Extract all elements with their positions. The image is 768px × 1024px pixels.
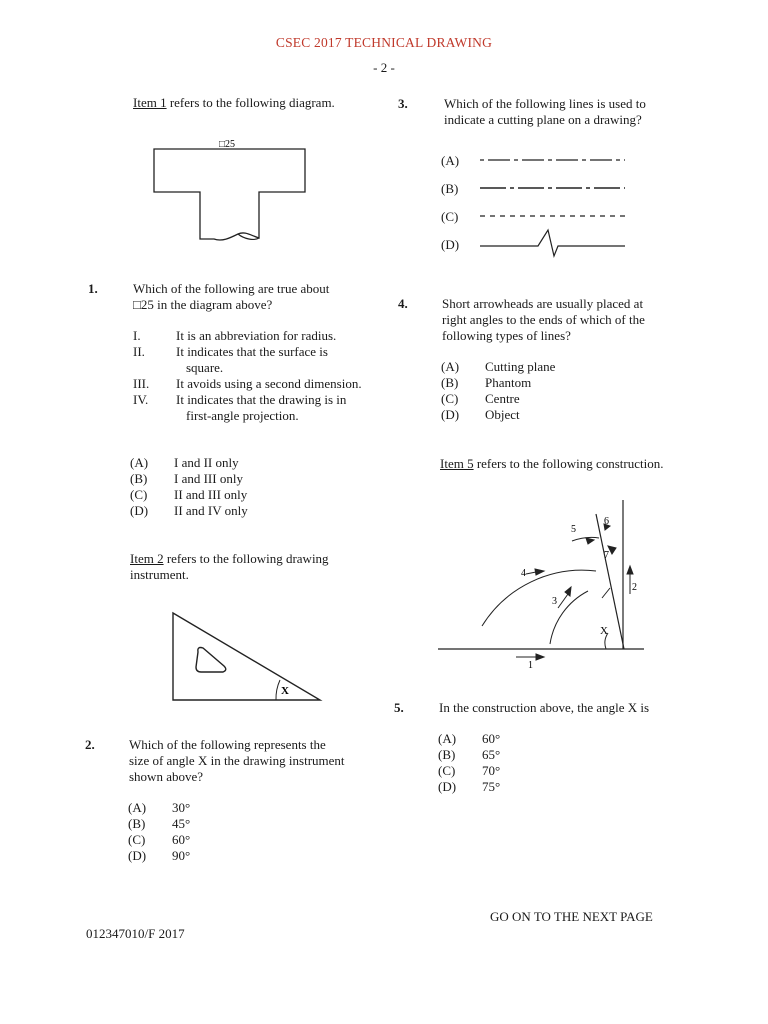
item2-link: Item 2 (130, 551, 164, 566)
q1-option-c[interactable] (130, 487, 248, 503)
q5-option-c[interactable] (438, 763, 500, 779)
label-5: 5 (571, 524, 576, 535)
item5-reference (440, 456, 663, 472)
item2-reference (130, 551, 329, 583)
item5-ref-text: refers to the following construction. (473, 456, 664, 471)
item5-construction-diagram (436, 496, 648, 674)
option-letter: (A) (128, 800, 147, 815)
option-text: Object (485, 407, 520, 422)
item1-t-shape-diagram (150, 135, 310, 247)
statement-text: It indicates that the drawing is in (176, 392, 347, 407)
construction-arrows (516, 524, 633, 660)
q4-stem-line: following types of lines? (442, 328, 571, 343)
line-type-d (478, 226, 628, 260)
option-letter: (A) (130, 455, 149, 470)
q1-options (130, 455, 248, 519)
q2-options (128, 800, 190, 864)
q1-statement (133, 328, 383, 344)
option-text: 90° (172, 848, 191, 863)
q2-option-b[interactable] (128, 816, 190, 832)
q2-stem (129, 737, 379, 785)
statement-text: It avoids using a second dimension. (176, 376, 362, 391)
q3-option-d[interactable] (441, 237, 459, 253)
q3-option-a[interactable] (441, 153, 459, 169)
option-letter: (D) (130, 503, 149, 518)
option-letter: (B) (441, 181, 459, 196)
option-text: 45° (172, 816, 191, 831)
item5-link: Item 5 (440, 456, 474, 471)
option-text: I and III only (174, 471, 243, 486)
t-shape-outline (154, 149, 305, 240)
label-3: 3 (552, 596, 557, 607)
option-text: 60° (172, 832, 191, 847)
q1-number: 1. (88, 281, 98, 296)
option-letter: (C) (130, 487, 148, 502)
option-letter: (B) (441, 375, 459, 390)
q4-option-b[interactable] (441, 375, 555, 391)
large-arc (482, 570, 596, 626)
option-text: 30° (172, 800, 191, 815)
q2-stem-line: size of angle X in the drawing instrument (129, 753, 345, 768)
statement-text: It indicates that the surface is (176, 344, 328, 359)
q5-option-b[interactable] (438, 747, 500, 763)
q5-stem: In the construction above, the angle X is (439, 700, 650, 715)
item2-ref-text-line2: instrument. (130, 567, 189, 582)
statement-text: square. (186, 360, 224, 375)
option-text: 75° (482, 779, 501, 794)
statement-text: It is an abbreviation for radius. (176, 328, 337, 343)
page-number: - 2 - (373, 60, 395, 75)
q4-option-d[interactable] (441, 407, 555, 423)
line-type-b (478, 182, 628, 194)
q3-number: 3. (398, 96, 408, 111)
option-letter: (C) (441, 391, 459, 406)
q2-option-c[interactable] (128, 832, 190, 848)
option-letter: (C) (441, 209, 459, 224)
q4-option-a[interactable] (441, 359, 555, 375)
item1-dimension-label: □25 (219, 139, 236, 150)
label-1: 1 (528, 660, 533, 671)
option-letter: (A) (438, 731, 457, 746)
option-letter: (B) (438, 747, 456, 762)
statement-text: first-angle projection. (186, 408, 299, 423)
label-6: 6 (604, 516, 609, 527)
q1-statement (133, 344, 383, 376)
q5-options (438, 731, 500, 795)
paper-code: 012347010/F 2017 (86, 926, 185, 941)
q3-option-c[interactable] (441, 209, 458, 225)
option-letter: (B) (128, 816, 146, 831)
option-letter: (A) (441, 153, 460, 168)
q4-option-c[interactable] (441, 391, 555, 407)
q2-option-a[interactable] (128, 800, 190, 816)
q3-stem-line: Which of the following lines is used to (444, 96, 646, 111)
q1-stem-line: □25 in the diagram above? (133, 297, 273, 312)
item1-ref-text: refers to the following diagram. (166, 95, 335, 110)
set-square-outline (173, 613, 320, 700)
option-letter: (C) (438, 763, 456, 778)
option-text: 60° (482, 731, 501, 746)
option-text: Phantom (485, 375, 532, 390)
go-on-next-page: GO ON TO THE NEXT PAGE (490, 909, 653, 924)
q5-option-d[interactable] (438, 779, 500, 795)
q1-stem-line: Which of the following are true about (133, 281, 330, 296)
line-type-a (478, 154, 628, 166)
option-text: Cutting plane (485, 359, 556, 374)
statement-number: IV. (133, 392, 149, 407)
line-type-c (478, 210, 628, 222)
option-letter: (C) (128, 832, 146, 847)
q4-stem-line: right angles to the ends of which of the (442, 312, 645, 327)
q3-stem-line: indicate a cutting plane on a drawing? (444, 112, 642, 127)
option-letter: (D) (438, 779, 457, 794)
option-text: 65° (482, 747, 501, 762)
q3-stem (444, 96, 694, 128)
q5-number: 5. (394, 700, 404, 715)
label-7: 7 (604, 550, 609, 561)
q1-option-b[interactable] (130, 471, 248, 487)
q3-option-b[interactable] (441, 181, 458, 197)
option-letter: (D) (441, 237, 460, 252)
q2-stem-line: shown above? (129, 769, 204, 784)
label-2: 2 (632, 582, 637, 593)
angle-x-label: X (281, 685, 289, 697)
q4-stem (442, 296, 692, 344)
q4-options (441, 359, 555, 423)
q2-number: 2. (85, 737, 95, 752)
q5-option-a[interactable] (438, 731, 500, 747)
item2-ref-text: refers to the following drawing (163, 551, 329, 566)
angle-x-label: X (600, 625, 608, 637)
option-letter: (A) (441, 359, 460, 374)
q1-option-d[interactable] (130, 503, 248, 519)
option-text: Centre (485, 391, 520, 406)
set-square-cutout (196, 648, 226, 673)
option-letter: (D) (128, 848, 147, 863)
q1-statements (133, 328, 383, 424)
item1-reference (133, 95, 335, 111)
option-text: II and III only (174, 487, 248, 502)
option-text: II and IV only (174, 503, 248, 518)
q1-stem (133, 281, 373, 313)
option-text: 70° (482, 763, 501, 778)
angle-x-arc (276, 680, 280, 700)
q1-option-a[interactable] (130, 455, 248, 471)
statement-number: III. (133, 376, 150, 391)
q1-statement (133, 392, 383, 424)
q2-option-d[interactable] (128, 848, 190, 864)
item2-set-square-diagram (168, 608, 328, 708)
q1-statement (133, 376, 383, 392)
label-4: 4 (521, 568, 526, 579)
q4-stem-line: Short arrowheads are usually placed at (442, 296, 644, 311)
page-header-title: CSEC 2017 TECHNICAL DRAWING (275, 35, 493, 50)
statement-number: II. (133, 344, 145, 359)
option-text: I and II only (174, 455, 239, 470)
option-letter: (D) (441, 407, 460, 422)
item1-link: Item 1 (133, 95, 167, 110)
option-letter: (B) (130, 471, 148, 486)
q2-stem-line: Which of the following represents the (129, 737, 326, 752)
q4-number: 4. (398, 296, 408, 311)
statement-number: I. (133, 328, 141, 343)
